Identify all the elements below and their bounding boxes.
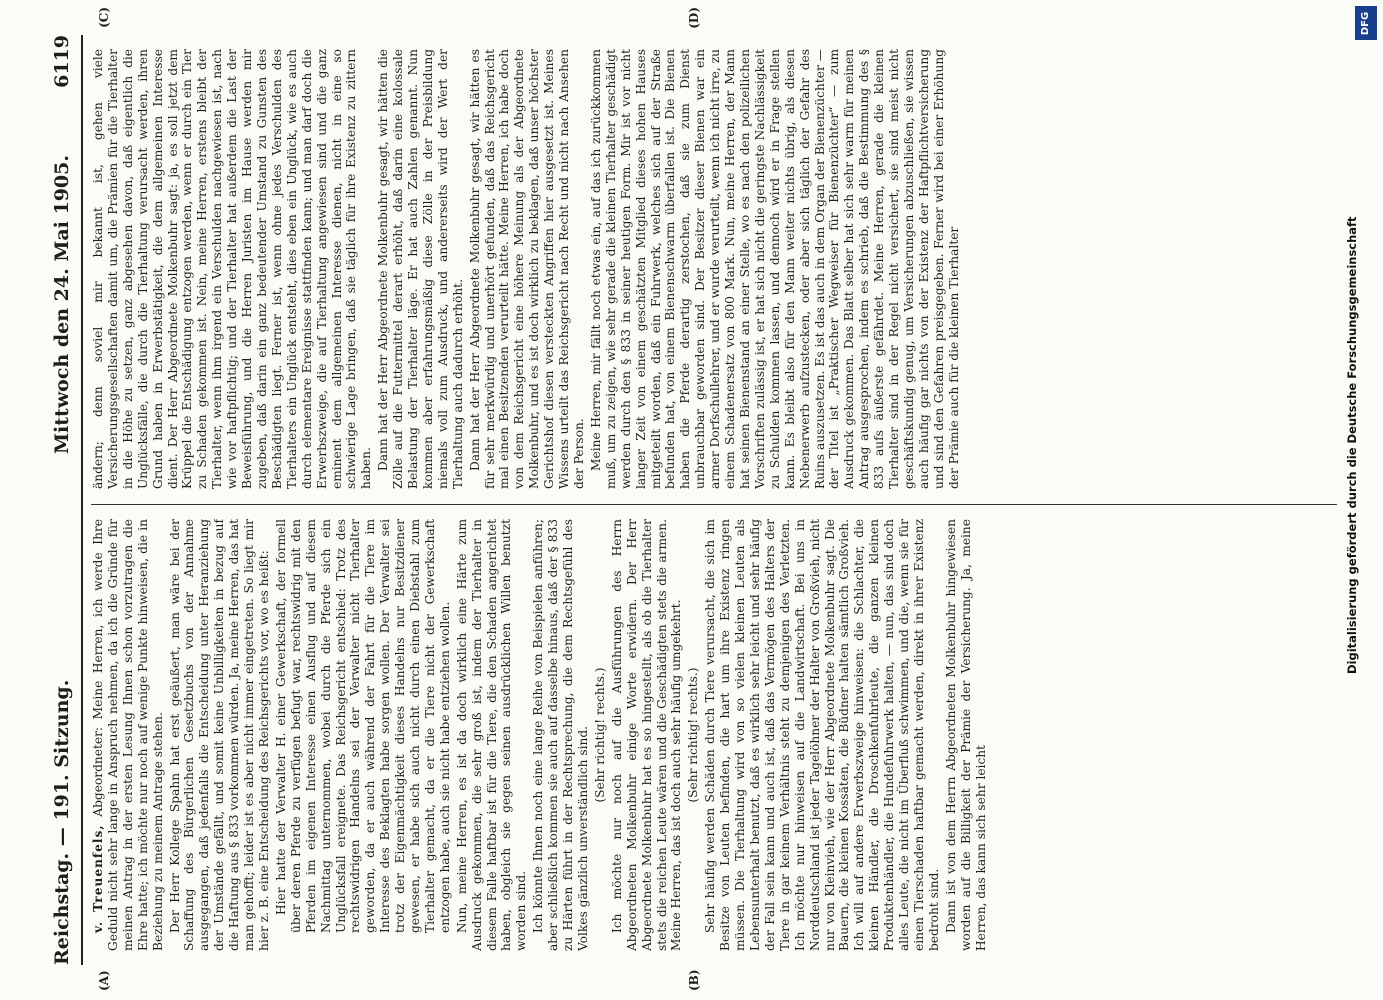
interjection-2: (Sehr richtig! rechts.) bbox=[685, 667, 700, 803]
left-paragraph-4: Nun, meine Herren, es ist da doch wirklich eine Härte zum Ausdruck gekommen, die sehr groß ist, indem der Tierhalter in diesem Falle haftbar ist für die Tiere, die den Schaden angerichtet haben, obgleich sie gegen seinen ausdrücklichen Willen benutzt worden sind. bbox=[454, 519, 528, 951]
right-column bbox=[91, 49, 1337, 489]
left-column bbox=[91, 519, 1337, 951]
right-paragraph-4: Meine Herren, mir fällt noch etwas ein, auf das ich zurückkommen muß, um zu zeigen, wie sehr gerade die kleinen Tierhalter geschädigt werden durch den § 833 in seiner heutigen Form. Mir ist vor nicht langer Zeit von einem geschätzten Mitglied dieses hohen Hauses mitgeteilt worden, daß ein Fuhrwerk, welches sich auf der Straße befunden hat, von einem Bienenschwarm überfallen ist. Die Bienen haben die Pferde derartig zerstochen, daß sie zum Dienst unbrauchbar geworden sind. Der Besitzer dieser Bienen war ein armer Dorfschullehrer, und er wurde verurteilt, wenn ich nicht irre, zu einem Schadenersatz von 800 Mark. Nun, meine Herren, der Mann hat seinen Bienenstand an einer Stelle, wo es nach den polizeilichen Vorschriften zulässig ist, er hat sich nicht die geringste Nachlässigkeit zu Schulden kommen lassen, und dennoch wird er in Frage stellen kann. Es bleibt also für den Mann weiter nichts übrig, als diesen Nebenerwerb aufzustecken, oder aber sich täglich der Gefahr des Ruins auszusetzen. Es ist das auch in dem Organ der Bienenzüchter — der Titel ist „Praktischer Wegweiser für Bienenzüchter“ — zum Ausdruck gekommen. Das Blatt selber hat sich sehr warm für meinen Antrag ausgesprochen, indem es schrieb, daß die Bestimmung des § 833 aufs äußerste gefährdet. Meine Herren, gerade die kleinen Tierhalter sind in der Regel nicht versichert, sie sind meist nicht geschäftskundig genug, um Versicherungen abzuschließen, sie wissen auch häufig gar nichts von der Existenz der Haftpflichtversicherung und sind den Gefahren preisgegeben. Ferner wird bei einer Erhöhung der Prämie auch für die kleinen Tierhalter bbox=[588, 49, 961, 489]
digitization-note-text: Digitalisierung gefördert durch die Deutsche Forschungsgemeinschaft bbox=[1345, 216, 1359, 674]
speaker-name: v. Treuenfels, bbox=[90, 824, 105, 933]
margin-mark-c: (C) bbox=[96, 7, 111, 28]
left-paragraph-2: Der Herr Kollege Spahn hat erst geäußert, man wäre bei der Schaffung des Bürgerlichen Gesetzbuchs von der Annahme ausgegangen, daß jedenfalls die Entscheidung unter Heranziehung der Umstände gefällt, und somit keine Unbilligkeiten in bezug auf die Haftung aus § 833 vorkommen würden. Ja, meine Herren, das hat man gehofft; leider ist es aber nicht immer eingetreten. So liegt mir hier z. B. eine Entscheidung des Reichsgerichts vor, wo es heißt: bbox=[167, 519, 271, 951]
right-paragraph-3: Dann hat der Herr Abgeordnete Molkenbuhr gesagt, wir hätten es für sehr merkwürdig und unerhört gefunden, daß das Reichsgericht mal einen Besitzenden verurteilt hätte. Meine Herren, ich habe doch von dem Reichsgericht eine höhere Meinung als der Abgeordnete Molkenbuhr, und es ist doch wirklich zu beklagen, daß unser höchster Gerichtshof diesen versteckten Angriffen hier ausgesetzt ist. Meines Wissens urteilt das Reichsgericht nach Recht und nicht nach Ansehen der Person. bbox=[467, 49, 586, 489]
running-head-left: Reichstag. — 191. Sitzung. bbox=[50, 679, 73, 965]
running-head-date: Mittwoch den 24. Mai 1905. bbox=[50, 155, 73, 454]
margin-mark-a: (A) bbox=[96, 970, 111, 991]
left-paragraph-8: Dann ist von dem Herrn Abgeordneten Molkenbuhr hingewiesen worden auf die Billigkeit der Prämie der Versicherung. Ja, meine Herren, das kann sich sehr leicht bbox=[943, 519, 988, 951]
left-quotation: Hier hatte der Verwalter H. einer Gewerkschaft, der formell über deren Pferde zu verfügen befugt war, rechtswidrig mit den Pferden im eigenen Interesse einen Ausflug und auf diesem Nachmittag unternommen, wobei durch die Pferde sich ein Unglücksfall ereignete. Das Reichsgericht entschied: Trotz des rechtswidrigen Handelns sei der Verwalter nicht Tierhalter geworden, da er auch während der Fahrt für die Tiere im Interesse des Beklagten habe sorgen wollen. Der Verwalter sei trotz der Eigenmächtigkeit dieses Handelns nur Besitzdiener gewesen, er habe sich auch nicht durch einen Diebstahl zum Tierhalter gemacht, da er die Tiere nicht der Gewerkschaft entzogen habe, auch sie nicht habe entziehen wollen. bbox=[273, 519, 452, 933]
margin-mark-d: (D) bbox=[686, 7, 701, 29]
dfg-logo bbox=[1355, 6, 1377, 40]
digitization-note bbox=[1345, 34, 1363, 674]
margin-mark-b: (B) bbox=[686, 969, 701, 991]
left-paragraph-1 bbox=[91, 519, 166, 951]
interjection-1: (Sehr richtig! rechts.) bbox=[592, 667, 607, 803]
left-paragraph-5: Ich könnte Ihnen noch eine lange Reihe von Beispielen anführen; aber schließlich kommen sie auch auf dasselbe hinaus, daß der § 833 zu Härten führt in der Rechtsprechung, die dem Rechtsgefühl des Volkes gänzlich unverständlich sind. bbox=[530, 519, 590, 951]
right-paragraph-2: Dann hat der Herr Abgeordnete Molkenbuhr gesagt, wir hätten die Zölle auf die Futtermittel derart erhöht, daß darin eine kolossale Belastung der Tierhalter läge. Er hat auch Zahlen genannt. Nun kommen aber erfahrungsmäßig diese Zölle in der Preisbildung niemals voll zum Ausdruck, und andererseits wird der Wert der Tierhaltung auch dadurch erhöht. bbox=[375, 49, 465, 489]
dfg-logo-text: DFG bbox=[1360, 11, 1372, 35]
page-number: 6119 bbox=[50, 35, 73, 88]
column-divider bbox=[91, 504, 1337, 505]
rotated-page-content bbox=[47, 7, 1337, 991]
left-paragraph-6: Ich möchte nur noch auf die Ausführungen des Herrn Abgeordneten Molkenbuhr einige Worte erwidern. Der Herr Abgeordnete Molkenbuhr hat es so hingestellt, als ob die Tierhalter stets die reichen Leute wären und die Geschädigten stets die armen. Meine Herren, das ist doch auch sehr häufig umgekehrt. bbox=[609, 519, 683, 951]
left-paragraph-7: Sehr häufig werden Schäden durch Tiere verursacht, die sich im Besitze von Leuten befinden, die hart um ihre Existenz ringen müssen. Die Tierhaltung wird von so vielen kleinen Leuten als Lebensunterhalt benutzt, daß es wirklich sehr leicht und sehr häufig der Fall sein kann und auch ist, daß das Vermögen des Halters der Tiere in gar keinem Verhältnis steht zu demjenigen des Verletzten. Ich möchte nur hinweisen auf die Landwirtschaft. Bei uns in Norddeutschland ist jeder Tagelöhner der Halter von Großvieh, nicht nur von Kleinvieh, wie der Herr Abgeordnete Molkenbuhr sagt. Die Bauern, die kleinen Kossäten, die Büdner halten sämtlich Großvieh. Ich will auf andere Erwerbszweige hinweisen: die Schlachter, die kleinen Händler, die Droschkenfuhrleute, die ganzen kleinen Produktenhändler, die Hundefuhrwerk halten, — nun, das sind doch alles Leute, die nicht im Überfluß schwimmen, und die, wenn sie für einen Tierschaden haftbar gemacht werden, direkt in ihrer Existenz bedroht sind. bbox=[702, 519, 941, 951]
left-paragraph-1-text: Abgeordneter: Meine Herren, ich werde Ihre Geduld nicht sehr lange in Anspruch nehmen, da ich die Gründe für meinen Antrag in der ersten Lesung Ihnen schon vorzutragen die Ehre hatte; ich möchte nur noch auf wenige Punkte hinweisen, die in Beziehung zu meinem Antrage stehen. bbox=[90, 519, 165, 951]
running-head bbox=[47, 35, 83, 965]
right-paragraph-1: ändern; denn soviel mir bekannt ist, gehen viele Versicherungsgesellschaften damit um, die Prämien für die Tierhalter in die Höhe zu setzen, ganz abgesehen davon, daß eigentlich die Unglücksfälle, die durch die Tierhaltung verursacht werden, ihren Grund haben in Erwerbstätigkeit, die dem allgemeinen Interesse dient. Der Herr Abgeordnete Molkenbuhr sagt: ja, es soll jetzt dem Krüppel die Entschädigung entzogen werden, wenn er durch ein Tier zu Schaden gekommen ist. Nein, meine Herren, erstens bleibt der Tierhalter, wenn ihm irgend ein Verschulden nachgewiesen ist, nach wie vor haftpflichtig; und der Tierhalter hat außerdem die Last der Beweisführung, und die Herren Juristen im Hause werden mir zugeben, daß darin ein ganz bedeutender Umstand zu Gunsten des Beschädigten liegt. Ferner ist, wenn ohne jedes Verschulden des Tierhalters ein Unglück entsteht, dies eben ein Unglück, wie es auch durch elementare Ereignisse stattfinden kann; und man darf doch die Erwerbszweige, die auf Tierhaltung angewiesen sind und die ganz eminent dem allgemeinen Interesse dienen, nicht in eine so schwierige Lage bringen, daß sie täglich für ihre Existenz zu zittern haben. bbox=[90, 49, 373, 489]
